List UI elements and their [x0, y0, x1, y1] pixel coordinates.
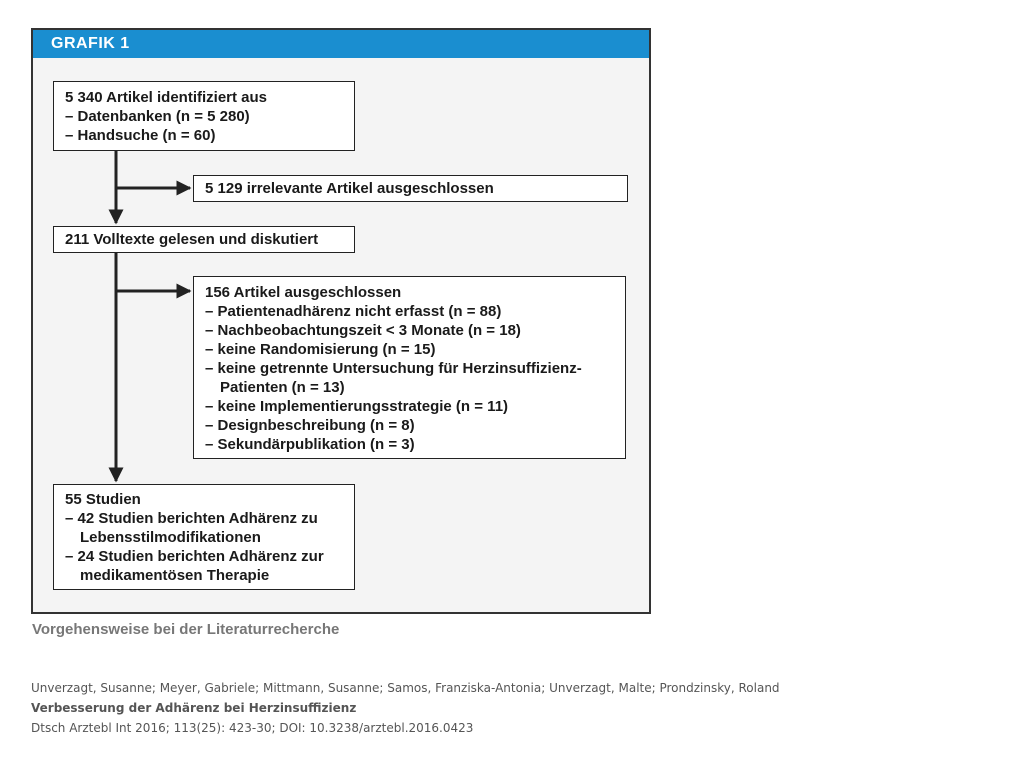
identified-title: 5 340 Artikel identifiziert aus: [65, 89, 268, 106]
citation: [31, 678, 780, 738]
figure-panel: [31, 28, 651, 614]
identified-item: – Datenbanken (n = 5 280): [65, 108, 250, 125]
exclusion-reason-continuation: Patienten (n = 13): [220, 379, 345, 396]
box-excluded-irrelevant: [193, 175, 628, 202]
included-title: 55 Studien: [65, 491, 141, 508]
citation-source: Dtsch Arztebl Int 2016; 113(25): 423-30; DOI: 10.3238/arztebl.2016.0423: [31, 721, 474, 735]
included-item-continuation: Lebensstilmodifikationen: [80, 529, 261, 546]
exclusion-reason: – Designbeschreibung (n = 8): [205, 417, 415, 434]
box-fulltexts: [53, 226, 355, 253]
fulltexts-text: 211 Volltexte gelesen und diskutiert: [65, 231, 319, 248]
exclusion-reason: – keine Randomisierung (n = 15): [205, 341, 436, 358]
box-identified: [53, 81, 355, 151]
citation-authors: Unverzagt, Susanne; Meyer, Gabriele; Mittmann, Susanne; Samos, Franziska-Antonia; Unverzagt, Malte; Prondzinsky, Roland: [31, 681, 780, 695]
excluded-irrelevant-text: 5 129 irrelevante Artikel ausgeschlossen: [205, 180, 494, 197]
citation-title: Verbesserung der Adhärenz bei Herzinsuffizienz: [31, 701, 357, 715]
figure-title: GRAFIK 1: [51, 35, 130, 52]
box-included: [53, 484, 355, 590]
exclusion-reason: – Sekundärpublikation (n = 3): [205, 436, 415, 453]
box-excluded-articles: [193, 276, 626, 459]
exclusion-reason: – keine getrennte Untersuchung für Herzinsuffizienz-: [205, 360, 582, 377]
identified-item: – Handsuche (n = 60): [65, 127, 216, 144]
included-item-continuation: medikamentösen Therapie: [80, 567, 270, 584]
exclusion-reason: – keine Implementierungsstrategie (n = 11): [205, 398, 509, 415]
exclusion-reason: – Nachbeobachtungszeit < 3 Monate (n = 18): [205, 322, 521, 339]
figure-caption: Vorgehensweise bei der Literaturrecherche: [32, 621, 340, 638]
excluded-articles-title: 156 Artikel ausgeschlossen: [205, 284, 402, 301]
included-item: – 42 Studien berichten Adhärenz zu: [65, 510, 318, 527]
exclusion-reason: – Patientenadhärenz nicht erfasst (n = 88): [205, 303, 502, 320]
included-item: – 24 Studien berichten Adhärenz zur: [65, 548, 324, 565]
